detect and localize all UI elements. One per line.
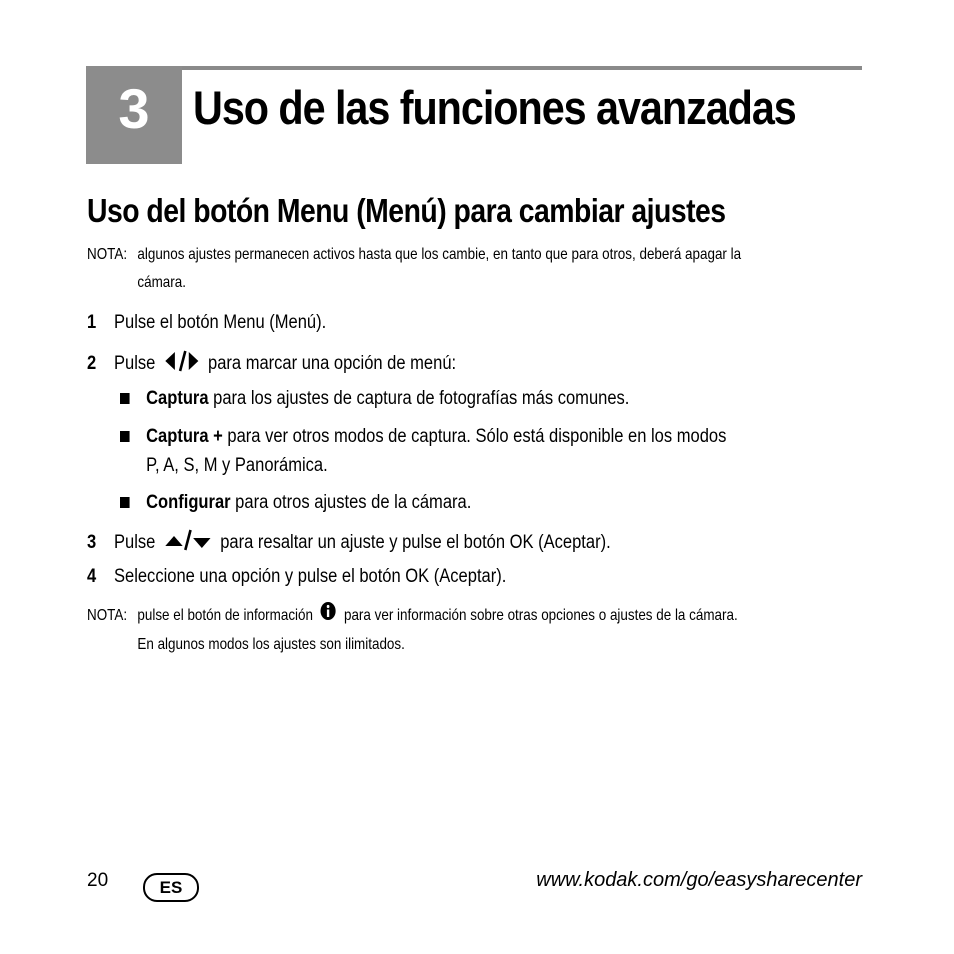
up-down-arrows-icon	[163, 528, 212, 558]
note-text-pre: pulse el botón de información	[137, 607, 313, 625]
bullet-captura	[120, 384, 629, 413]
note-2	[87, 601, 738, 659]
info-icon	[320, 601, 337, 631]
page-number: 20	[87, 870, 109, 891]
note-text-cont: En algunos modos los ajustes son ilimitados.	[137, 636, 405, 653]
step-text-post: para resaltar un ajuste y pulse el botón OK (Aceptar).	[220, 532, 611, 554]
footer-url: www.kodak.com/go/easysharecenter	[536, 869, 862, 891]
step-text: Pulse el botón Menu (Menú).	[113, 312, 327, 333]
step-number: 3	[87, 532, 97, 554]
bullet-term: Configurar	[146, 492, 231, 513]
step-text-pre: Pulse	[113, 532, 156, 554]
step-1	[87, 312, 326, 334]
bullet-text: para los ajustes de captura de fotografías más comunes.	[208, 388, 630, 409]
step-2	[87, 349, 456, 379]
step-text-post: para marcar una opción de menú:	[208, 353, 457, 375]
bullet-term: Captura	[146, 388, 209, 409]
note-label: NOTA:	[87, 607, 128, 625]
bullet-square	[120, 497, 130, 508]
bullet-square	[120, 393, 130, 404]
note-text-cont: cámara.	[137, 274, 186, 291]
step-3	[87, 528, 611, 558]
note-text-post: para ver información sobre otras opciones o ajustes de la cámara.	[343, 607, 738, 625]
chapter-title: Uso de las funciones avanzadas	[193, 81, 796, 134]
bullet-text: para otros ajustes de la cámara.	[230, 492, 472, 513]
step-number: 2	[87, 353, 97, 375]
step-4	[87, 566, 506, 588]
section-title: Uso del botón Menu (Menú) para cambiar ajustes	[87, 192, 726, 229]
step-text-pre: Pulse	[113, 353, 156, 375]
bullet-text: para ver otros modos de captura. Sólo está disponible en los modos	[222, 426, 727, 447]
bullet-text-cont: P, A, S, M y Panorámica.	[146, 455, 328, 476]
note-text: algunos ajustes permanecen activos hasta que los cambie, en tanto que para otros, deberá apagar la	[137, 246, 742, 263]
bullet-configurar	[120, 488, 471, 517]
left-right-arrows-icon	[163, 349, 200, 379]
language-badge: ES	[143, 873, 199, 902]
bullet-captura-plus	[120, 422, 726, 480]
step-text: Seleccione una opción y pulse el botón OK (Aceptar).	[113, 566, 507, 587]
note-label: NOTA:	[87, 246, 128, 263]
step-number: 1	[87, 312, 97, 333]
chapter-number: 3	[86, 66, 182, 164]
bullet-square	[120, 431, 130, 442]
note-1	[87, 241, 741, 297]
chapter-rule	[86, 66, 862, 70]
bullet-term: Captura +	[146, 426, 223, 447]
step-number: 4	[87, 566, 97, 587]
